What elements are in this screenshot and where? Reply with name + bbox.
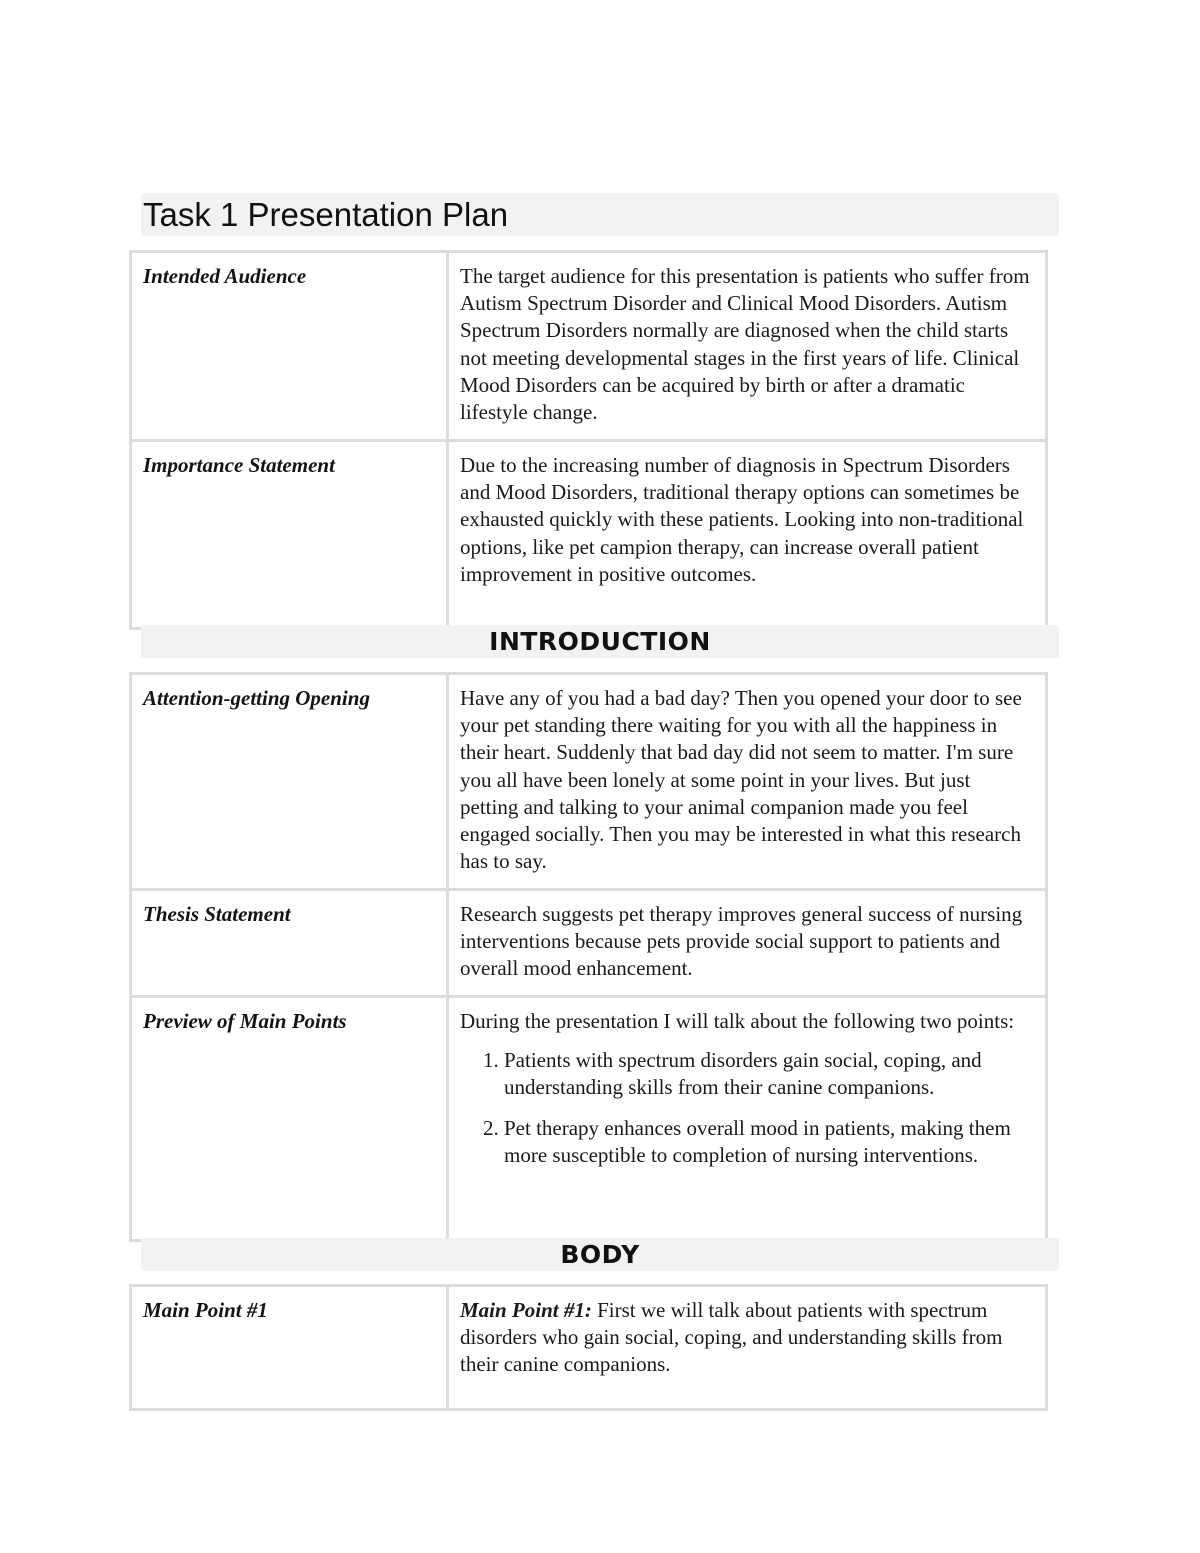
title-bar xyxy=(141,193,1059,236)
body-heading: BODY xyxy=(560,1240,640,1269)
introduction-heading: INTRODUCTION xyxy=(489,627,711,656)
intended-audience-text: The target audience for this presentation is patients who suffer from Autism Spectrum Disorder and Clinical Mood Disorders. Autism Spectrum Disorders normally are diagnosed when the child starts not meeting developmental stages in the first years of life. Clinical Mood Disorders can be acquired by birth or after a dramatic lifestyle change. xyxy=(448,252,1047,441)
table-row xyxy=(131,1286,1047,1410)
table-row xyxy=(131,441,1047,629)
main-point-1-inline-label: Main Point #1: xyxy=(460,1298,592,1322)
list-item: 1. Patients with spectrum disorders gain social, coping, and understanding skills from their canine companions. xyxy=(504,1047,1033,1101)
table-row xyxy=(131,890,1047,997)
intended-audience-label: Intended Audience xyxy=(131,252,448,441)
main-point-1-text: First we will talk about patients with spectrum disorders who gain social, coping, and understanding skills from their canine companions. xyxy=(460,1298,1003,1377)
importance-statement-label: Importance Statement xyxy=(131,441,448,629)
importance-statement-text: Due to the increasing number of diagnosis in Spectrum Disorders and Mood Disorders, traditional therapy options can sometimes be exhausted quickly with these patients. Looking into non-traditional options, like pet campion therapy, can increase overall patient improvement in positive outcomes. xyxy=(448,441,1047,629)
introduction-table xyxy=(129,672,1048,1242)
body-table xyxy=(129,1284,1048,1411)
body-heading-bar xyxy=(141,1238,1059,1271)
thesis-statement-text: Research suggests pet therapy improves general success of nursing interventions because pets provide social support to patients and overall mood enhancement. xyxy=(448,890,1047,997)
preview-intro-text: During the presentation I will talk about the following two points: xyxy=(460,1009,1015,1033)
table-row xyxy=(131,252,1047,441)
table-row xyxy=(131,674,1047,890)
attention-opening-text: Have any of you had a bad day? Then you opened your door to see your pet standing there waiting for you with all the happiness in their heart. Suddenly that bad day did not seem to matter. I'm sure you all have been lonely at some point in your lives. But just petting and talking to your animal companion made you feel engaged socially. Then you may be interested in what this research has to say. xyxy=(448,674,1047,890)
page-title: Task 1 Presentation Plan xyxy=(143,196,509,233)
main-point-1-cell xyxy=(448,1286,1047,1410)
thesis-statement-label: Thesis Statement xyxy=(131,890,448,997)
preview-main-points-cell xyxy=(448,997,1047,1241)
introduction-heading-bar xyxy=(141,625,1059,658)
list-item: 2. Pet therapy enhances overall mood in patients, making them more susceptible to completion of nursing interventions. xyxy=(504,1115,1033,1169)
preview-points-list xyxy=(460,1047,1033,1169)
preview-main-points-label: Preview of Main Points xyxy=(131,997,448,1241)
overview-table xyxy=(129,250,1048,630)
attention-opening-label: Attention-getting Opening xyxy=(131,674,448,890)
table-row xyxy=(131,997,1047,1241)
main-point-1-label: Main Point #1 xyxy=(131,1286,448,1410)
